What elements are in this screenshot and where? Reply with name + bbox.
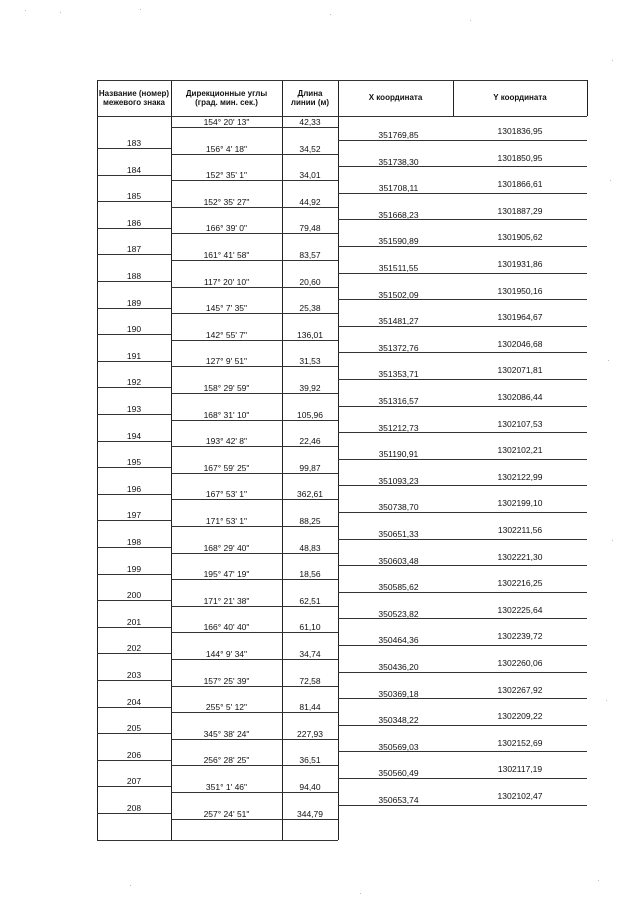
- header-y: Y координата: [493, 93, 547, 103]
- point-name-cell: 193: [126, 404, 142, 414]
- segment-rule: [171, 579, 338, 580]
- x-coordinate-cell: 350436,20: [378, 662, 419, 672]
- column-border: [587, 80, 588, 116]
- y-coordinate-cell: 1302239,72: [497, 631, 543, 642]
- header-angle: (град. мин. сек.): [195, 98, 258, 107]
- y-coordinate-cell: 1302216,25: [497, 578, 543, 589]
- y-coordinate-cell: 1302260,06: [497, 658, 543, 668]
- point-rule: [97, 148, 171, 149]
- point-rule: [97, 308, 171, 309]
- scan-speck: [606, 700, 607, 701]
- length-cell: 88,25: [299, 516, 321, 526]
- segment-rule: [171, 606, 338, 607]
- coordinate-rule: [338, 459, 587, 460]
- segment-rule: [171, 180, 338, 181]
- point-rule: [97, 627, 171, 628]
- angle-cell: 158° 29' 59": [203, 383, 250, 393]
- angle-cell: 257° 24' 51": [203, 808, 250, 819]
- length-cell: 22,46: [299, 436, 321, 447]
- point-rule: [97, 254, 171, 255]
- y-coordinate-cell: 1302086,44: [497, 392, 543, 402]
- point-rule: [97, 281, 171, 282]
- angle-cell: 345° 38' 24": [203, 728, 250, 739]
- point-name-cell: 201: [126, 616, 142, 627]
- length-cell: 81,44: [299, 702, 321, 713]
- x-coordinate-cell: 350348,22: [378, 715, 419, 726]
- x-coordinate-cell: 351372,76: [378, 342, 419, 353]
- coordinate-rule: [338, 219, 587, 220]
- point-name-cell: 197: [126, 510, 142, 521]
- y-coordinate-cell: 1301836,95: [497, 126, 543, 136]
- header-length: линии (м): [290, 98, 330, 107]
- angle-cell: 195° 47' 19": [203, 569, 250, 580]
- x-coordinate-cell: 350569,03: [378, 741, 419, 752]
- length-cell: 227,93: [297, 728, 323, 739]
- x-coordinate-cell: 351511,55: [378, 263, 419, 273]
- segment-rule: [171, 207, 338, 208]
- y-coordinate-cell: 1301850,95: [497, 152, 543, 163]
- segment-rule: [171, 313, 338, 314]
- point-rule: [97, 653, 171, 654]
- coordinate-rule: [338, 539, 587, 540]
- segment-rule: [171, 739, 338, 740]
- segment-rule: [171, 420, 338, 421]
- header-angle: Дирекционные углы: [185, 88, 268, 98]
- scan-speck: [470, 20, 471, 21]
- point-rule: [97, 547, 171, 548]
- segment-rule: [171, 260, 338, 261]
- point-name-cell: 206: [126, 749, 142, 760]
- scan-speck: [608, 360, 609, 361]
- coordinate-rule: [338, 379, 587, 380]
- segment-rule: [171, 686, 338, 687]
- angle-cell: 166° 40' 40": [203, 622, 250, 633]
- angle-cell: 171° 53' 1": [205, 516, 248, 526]
- y-coordinate-cell: 1301866,61: [497, 179, 543, 190]
- scan-speck: [360, 893, 361, 894]
- length-cell: 61,10: [299, 622, 321, 633]
- header-name: межевого знака: [102, 98, 166, 107]
- segment-rule: [171, 553, 338, 554]
- x-coordinate-cell: 351708,11: [378, 183, 419, 194]
- x-coordinate-cell: 351212,73: [378, 422, 419, 433]
- point-rule: [97, 707, 171, 708]
- angle-cell: 152° 35' 1": [205, 170, 248, 181]
- point-name-cell: 187: [126, 244, 142, 255]
- scan-speck: [598, 880, 599, 881]
- x-coordinate-cell: 350651,33: [378, 529, 419, 539]
- x-coordinate-cell: 351353,71: [378, 369, 419, 380]
- x-coordinate-cell: 350603,48: [378, 555, 419, 566]
- scan-speck: [612, 60, 613, 61]
- length-cell: 62,51: [299, 595, 321, 606]
- y-coordinate-cell: 1301887,29: [497, 205, 543, 216]
- coordinate-rule: [338, 698, 587, 699]
- length-cell: 99,87: [299, 462, 321, 473]
- point-name-cell: 185: [126, 191, 142, 202]
- scan-speck: [130, 885, 131, 886]
- coordinate-rule: [338, 805, 587, 806]
- segment-rule: [171, 792, 338, 793]
- angle-cell: 167° 59' 25": [203, 462, 250, 473]
- angle-cell: 127° 9' 51": [205, 356, 248, 367]
- length-cell: 31,53: [299, 356, 321, 367]
- segment-rule: [171, 499, 338, 500]
- y-coordinate-cell: 1302267,92: [497, 684, 543, 695]
- segment-rule: [171, 127, 338, 128]
- y-coordinate-cell: 1302209,22: [497, 711, 543, 722]
- point-name-cell: 191: [126, 350, 142, 361]
- length-cell: 18,56: [299, 569, 321, 580]
- point-name-cell: 196: [126, 483, 142, 494]
- segment-rule: [171, 819, 338, 820]
- column-border: [171, 80, 172, 840]
- coordinate-rule: [338, 193, 587, 194]
- length-cell: 42,33: [299, 117, 321, 127]
- coordinate-rule: [338, 485, 587, 486]
- length-cell: 48,83: [299, 542, 321, 553]
- coordinate-rule: [338, 672, 587, 673]
- angle-cell: 142° 55' 7": [205, 329, 248, 340]
- coordinate-rule: [338, 565, 587, 566]
- column-border: [282, 80, 283, 840]
- point-name-cell: 192: [126, 377, 142, 388]
- length-cell: 36,51: [299, 755, 321, 766]
- y-coordinate-cell: 1302117,19: [497, 764, 543, 775]
- segment-rule: [171, 473, 338, 474]
- scan-speck: [140, 9, 141, 10]
- coordinate-rule: [338, 645, 587, 646]
- coordinate-rule: [338, 326, 587, 327]
- segment-rule: [171, 393, 338, 394]
- point-name-cell: 183: [126, 138, 142, 148]
- length-cell: 20,60: [299, 276, 321, 287]
- x-coordinate-cell: 351590,89: [378, 236, 419, 247]
- angle-cell: 157° 25' 39": [203, 675, 250, 686]
- y-coordinate-cell: 1302107,53: [497, 418, 543, 429]
- point-name-cell: 208: [126, 803, 142, 813]
- angle-cell: 161° 41' 58": [203, 250, 250, 260]
- scan-speck: [610, 180, 611, 181]
- coordinate-rule: [338, 140, 587, 141]
- point-name-cell: 203: [126, 670, 142, 680]
- point-rule: [97, 680, 171, 681]
- angle-cell: 117° 20' 10": [203, 276, 250, 287]
- length-cell: 34,01: [299, 170, 321, 181]
- point-rule: [97, 600, 171, 601]
- x-coordinate-cell: 351668,23: [378, 209, 419, 220]
- x-coordinate-cell: 350560,49: [378, 768, 419, 779]
- point-rule: [97, 494, 171, 495]
- point-rule: [97, 813, 171, 814]
- table-bottom-border: [97, 840, 338, 841]
- y-coordinate-cell: 1302225,64: [497, 604, 543, 615]
- coordinate-rule: [338, 246, 587, 247]
- column-border: [338, 80, 339, 840]
- length-cell: 25,38: [299, 303, 321, 314]
- angle-cell: 256° 28' 25": [203, 755, 250, 766]
- y-coordinate-cell: 1302071,81: [497, 365, 543, 376]
- x-coordinate-cell: 350653,74: [378, 795, 419, 805]
- x-coordinate-cell: 350523,82: [378, 608, 419, 619]
- coordinate-rule: [338, 592, 587, 593]
- x-coordinate-cell: 351316,57: [378, 396, 419, 406]
- y-coordinate-cell: 1302199,10: [497, 498, 543, 509]
- point-rule: [97, 520, 171, 521]
- angle-cell: 144° 9' 34": [205, 649, 248, 659]
- coordinate-rule: [338, 299, 587, 300]
- point-rule: [97, 574, 171, 575]
- length-cell: 136,01: [297, 329, 323, 340]
- coordinate-rule: [338, 352, 587, 353]
- y-coordinate-cell: 1302211,56: [497, 525, 543, 535]
- scan-speck: [330, 14, 331, 15]
- coordinate-rule: [338, 406, 587, 407]
- point-name-cell: 199: [126, 563, 142, 574]
- length-cell: 94,40: [299, 782, 321, 792]
- point-name-cell: 198: [126, 537, 142, 547]
- point-rule: [97, 733, 171, 734]
- segment-rule: [171, 366, 338, 367]
- y-coordinate-cell: 1301931,86: [497, 259, 543, 269]
- point-name-cell: 186: [126, 217, 142, 228]
- coordinate-rule: [338, 778, 587, 779]
- coordinate-rule: [338, 432, 587, 433]
- segment-rule: [171, 765, 338, 766]
- coordinate-rule: [338, 273, 587, 274]
- y-coordinate-cell: 1302221,30: [497, 551, 543, 562]
- scan-speck: [25, 10, 26, 11]
- scan-speck: [612, 540, 613, 541]
- x-coordinate-cell: 351190,91: [378, 449, 419, 460]
- angle-cell: 171° 21' 38": [203, 595, 250, 606]
- y-coordinate-cell: 1301964,67: [497, 312, 543, 323]
- point-rule: [97, 467, 171, 468]
- angle-cell: 351° 1' 46": [205, 782, 248, 792]
- angle-cell: 167° 53' 1": [205, 489, 248, 500]
- point-rule: [97, 387, 171, 388]
- length-cell: 362,61: [297, 489, 323, 500]
- point-rule: [97, 760, 171, 761]
- point-name-cell: 184: [126, 164, 142, 175]
- segment-rule: [171, 659, 338, 660]
- segment-rule: [171, 233, 338, 234]
- point-name-cell: 195: [126, 457, 142, 468]
- y-coordinate-cell: 1302122,99: [497, 471, 543, 482]
- y-coordinate-cell: 1301905,62: [497, 232, 543, 243]
- segment-rule: [171, 154, 338, 155]
- x-coordinate-cell: 351738,30: [378, 156, 419, 167]
- point-name-cell: 207: [126, 776, 142, 787]
- point-name-cell: 205: [126, 723, 142, 734]
- point-name-cell: 189: [126, 297, 142, 308]
- x-coordinate-cell: 351769,85: [378, 130, 419, 140]
- length-cell: 44,92: [299, 196, 321, 207]
- x-coordinate-cell: 351093,23: [378, 475, 419, 486]
- segment-rule: [171, 712, 338, 713]
- angle-cell: 145° 7' 35": [205, 303, 248, 314]
- x-coordinate-cell: 350738,70: [378, 502, 419, 513]
- scan-speck: [60, 12, 61, 13]
- point-rule: [97, 786, 171, 787]
- point-name-cell: 194: [126, 430, 142, 441]
- x-coordinate-cell: 351502,09: [378, 289, 419, 300]
- segment-rule: [171, 632, 338, 633]
- point-name-cell: 204: [126, 696, 142, 707]
- point-rule: [97, 361, 171, 362]
- length-cell: 34,52: [299, 143, 321, 154]
- angle-cell: 168° 29' 40": [203, 542, 250, 553]
- point-rule: [97, 228, 171, 229]
- header-x: X координата: [368, 93, 423, 103]
- coordinate-rule: [338, 166, 587, 167]
- coordinate-rule: [338, 618, 587, 619]
- angle-cell: 166° 39' 0": [205, 223, 248, 234]
- point-rule: [97, 414, 171, 415]
- angle-cell: 255° 5' 12": [205, 702, 248, 713]
- length-cell: 34,74: [299, 649, 321, 659]
- angle-cell: 168° 31' 10": [203, 409, 250, 420]
- point-rule: [97, 175, 171, 176]
- point-name-cell: 202: [126, 643, 142, 654]
- segment-rule: [171, 287, 338, 288]
- segment-rule: [171, 446, 338, 447]
- angle-cell: 193° 42' 8": [205, 436, 248, 447]
- table-top-border: [97, 80, 587, 81]
- x-coordinate-cell: 350585,62: [378, 582, 419, 593]
- coordinate-rule: [338, 725, 587, 726]
- length-cell: 83,57: [299, 250, 321, 260]
- length-cell: 79,48: [299, 223, 321, 234]
- length-cell: 344,79: [297, 808, 323, 819]
- point-name-cell: 188: [126, 271, 142, 281]
- x-coordinate-cell: 351481,27: [378, 316, 419, 327]
- y-coordinate-cell: 1302046,68: [497, 338, 543, 349]
- angle-cell: 154° 20' 13": [203, 117, 250, 127]
- y-coordinate-cell: 1302102,47: [497, 791, 543, 801]
- coordinate-rule: [338, 512, 587, 513]
- point-rule: [97, 201, 171, 202]
- x-coordinate-cell: 350464,36: [378, 635, 419, 646]
- y-coordinate-cell: 1301950,16: [497, 285, 543, 296]
- y-coordinate-cell: 1302102,21: [497, 445, 543, 456]
- header-length: Длина: [297, 88, 323, 98]
- y-coordinate-cell: 1302152,69: [497, 737, 543, 748]
- angle-cell: 156° 4' 18": [205, 143, 248, 154]
- point-rule: [97, 334, 171, 335]
- length-cell: 39,92: [299, 383, 321, 393]
- point-name-cell: 190: [126, 324, 142, 335]
- x-coordinate-cell: 350369,18: [378, 688, 419, 699]
- point-name-cell: 200: [126, 590, 142, 601]
- point-rule: [97, 441, 171, 442]
- segment-rule: [171, 526, 338, 527]
- header-name: Название (номер): [98, 88, 170, 98]
- angle-cell: 152° 35' 27": [203, 196, 250, 207]
- segment-rule: [171, 340, 338, 341]
- length-cell: 72,58: [299, 675, 321, 686]
- coordinate-rule: [338, 751, 587, 752]
- length-cell: 105,96: [297, 409, 323, 420]
